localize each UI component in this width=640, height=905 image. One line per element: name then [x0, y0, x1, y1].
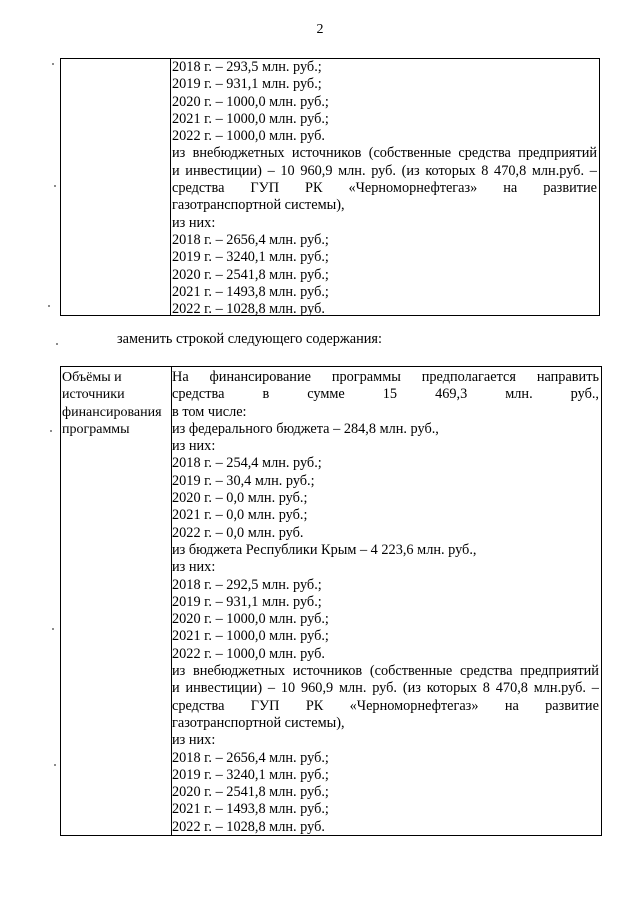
word: млн.руб. [531, 162, 585, 179]
text-line: 2020 г. – 2541,8 млн. руб.; [172, 784, 329, 801]
text-line: в том числе: [172, 403, 247, 420]
word: источников [292, 663, 363, 680]
text-line: 2021 г. – 0,0 млн. руб.; [172, 507, 308, 524]
word: 8 [482, 680, 490, 697]
word: инвестиции) [185, 162, 262, 179]
text-line: из федерального бюджета – 284,8 млн. руб., [172, 420, 439, 437]
text-line-justified [172, 163, 599, 180]
word: «Черноморнефтегаз» [349, 697, 479, 714]
row-label [62, 369, 171, 438]
word: млн. [505, 386, 533, 403]
word: (из [401, 162, 420, 179]
word: средства [458, 145, 511, 162]
label-line: программы [62, 421, 130, 437]
word: внебюджетных [193, 663, 285, 680]
text-line-justified [172, 698, 601, 715]
word: – [267, 680, 276, 697]
label-line: источники [62, 387, 125, 403]
word: млн. [338, 680, 367, 697]
table-old-content [171, 59, 599, 318]
scan-speck [50, 430, 52, 432]
text-line-justified [172, 369, 601, 386]
word: «Черноморнефтегаз» [348, 180, 478, 197]
word: На [172, 369, 189, 385]
word: 469,3 [435, 386, 468, 403]
text-line: 2018 г. – 292,5 млн. руб.; [172, 576, 322, 593]
word: – [589, 162, 597, 179]
word: 10 [280, 680, 296, 697]
text-line: 2018 г. – 2656,4 млн. руб.; [172, 749, 329, 766]
text-line: из них: [172, 732, 216, 749]
text-line: 2019 г. – 931,1 млн. руб.; [172, 593, 322, 610]
text-line: газотранспортной системы), [172, 714, 345, 731]
word: средства [172, 697, 225, 714]
text-line: 2020 г. – 0,0 млн. руб.; [172, 490, 308, 507]
text-line: 2018 г. – 2656,4 млн. руб.; [172, 231, 329, 248]
text-line: 2019 г. – 931,1 млн. руб.; [172, 76, 322, 93]
word: на [503, 180, 518, 197]
text-line: 2019 г. – 30,4 млн. руб.; [172, 472, 315, 489]
page-number: 2 [316, 22, 324, 37]
text-line: 2021 г. – 1493,8 млн. руб.; [172, 283, 329, 300]
text-line: 2022 г. – 1000,0 млн. руб. [172, 645, 325, 662]
word: 470,8 [495, 680, 528, 697]
text-line: из бюджета Республики Крым – 4 223,6 млн. руб., [172, 541, 477, 558]
word: предполагается [421, 369, 516, 385]
text-line: 2022 г. – 1028,8 млн. руб. [172, 818, 325, 835]
word: внебюджетных [192, 145, 285, 162]
text-line-justified [172, 386, 601, 403]
text-line: газотранспортной системы), [172, 197, 345, 214]
word: сумме [307, 386, 345, 403]
word: развитие [543, 180, 597, 197]
word: направить [536, 369, 599, 385]
text-line-justified [172, 663, 601, 680]
word: ГУП [250, 697, 280, 714]
table-new-content [172, 369, 601, 836]
text-line: из них: [172, 559, 216, 576]
text-line: 2020 г. – 1000,0 млн. руб.; [172, 611, 329, 628]
text-line-justified [172, 180, 599, 197]
word: развитие [545, 697, 599, 714]
word: программы [331, 369, 401, 385]
table-new-fragment [60, 366, 602, 836]
word: РК [305, 180, 323, 197]
word: руб. [372, 680, 397, 697]
label-line: Объёмы и [62, 370, 122, 385]
word: средства [172, 180, 225, 197]
word: 10 [280, 162, 295, 179]
instruction-text: заменить строкой следующего содержания: [117, 331, 382, 347]
scan-speck [52, 63, 54, 65]
scan-speck [52, 628, 54, 630]
text-line: 2020 г. – 2541,8 млн. руб.; [172, 266, 329, 283]
word: из [172, 663, 186, 680]
word: инвестиции) [185, 680, 263, 697]
word: в [262, 386, 270, 403]
word: 960,9 [300, 162, 333, 179]
word: – [591, 680, 599, 697]
word: РК [305, 697, 324, 714]
word: руб. [371, 162, 396, 179]
word: которых [425, 162, 476, 179]
text-line-justified [172, 145, 599, 162]
text-line: 2022 г. – 1028,8 млн. руб. [172, 301, 325, 318]
text-line: 2021 г. – 1000,0 млн. руб.; [172, 628, 329, 645]
word: (собственные [369, 663, 453, 680]
text-line: 2021 г. – 1000,0 млн. руб.; [172, 110, 329, 127]
word: 8 [481, 162, 489, 179]
word: – [267, 162, 275, 179]
text-line: 2020 г. – 1000,0 млн. руб.; [172, 93, 329, 110]
word: ГУП [250, 180, 280, 197]
word: финансирование [209, 369, 311, 385]
word: из [172, 145, 186, 162]
text-line: 2018 г. – 293,5 млн. руб.; [172, 59, 322, 75]
word: на [504, 697, 519, 714]
word: и [172, 680, 180, 697]
text-line: из них: [172, 438, 216, 455]
text-line: 2022 г. – 1000,0 млн. руб. [172, 128, 325, 145]
text-line: 2022 г. – 0,0 млн. руб. [172, 524, 304, 541]
scan-speck [56, 343, 58, 345]
word: (собственные [368, 145, 452, 162]
scan-speck [54, 764, 56, 766]
text-line: 2021 г. – 1493,8 млн. руб.; [172, 801, 329, 818]
word: источников [291, 145, 362, 162]
text-line: из них: [172, 214, 216, 231]
text-line: 2019 г. – 3240,1 млн. руб.; [172, 766, 329, 783]
word: средства [172, 386, 225, 403]
word: 15 [382, 386, 398, 403]
word: млн. [338, 162, 366, 179]
word: средства [459, 663, 513, 680]
word: которых [426, 680, 477, 697]
scan-speck [54, 185, 56, 187]
text-line-justified [172, 680, 601, 697]
word: руб., [570, 386, 599, 403]
word: (из [402, 680, 421, 697]
table-old-fragment [60, 58, 600, 316]
text-line: 2019 г. – 3240,1 млн. руб.; [172, 249, 329, 266]
word: и [172, 162, 180, 179]
label-line: финансирования [62, 404, 162, 420]
text-line: 2018 г. – 254,4 млн. руб.; [172, 455, 322, 472]
word: 960,9 [301, 680, 334, 697]
word: млн.руб. [533, 680, 586, 697]
scan-speck [48, 305, 50, 307]
word: предприятий [518, 145, 597, 162]
word: предприятий [520, 663, 599, 680]
word: 470,8 [494, 162, 527, 179]
